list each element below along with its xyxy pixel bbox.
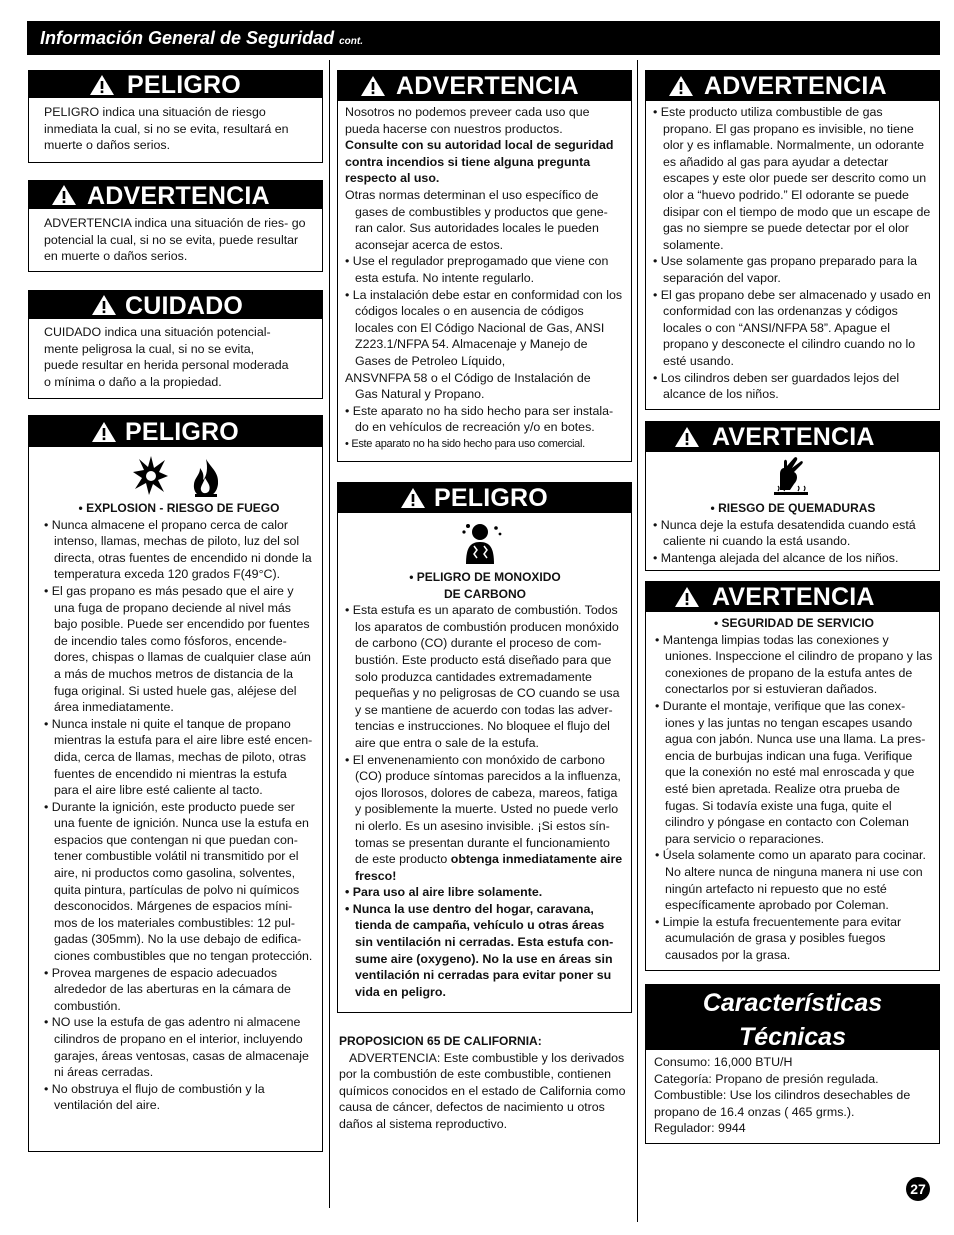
page-number: 27	[906, 1177, 930, 1201]
peligro-definition-box	[28, 70, 323, 163]
carbon-monoxide-icon	[460, 520, 504, 564]
spec-line: Consumo: 16,000 BTU/H	[654, 1055, 793, 1069]
warning-triangle-icon	[360, 75, 386, 97]
bullet-item: • Provea margenes de espacio adecuados alrededor de las aberturas en la cámara de combustión.	[44, 965, 314, 1015]
warning-triangle-icon	[674, 426, 700, 448]
advertencia-title: ADVERTENCIA	[87, 182, 270, 210]
bullet-text: El envenenamiento con monóxido de carbono (CO) produce síntomas parecidos a la influenza, ojos llorosos, dolores de cabeza, mareos, fatiga y posiblemente la muerte. Usted no puede verlo ni olerlo. Es un asesino invisible. ¡Si estos sín- tomas se presentan durante el funcionamiento de este producto	[352, 752, 621, 867]
bullet-item: • NO use la estufa de gas adentro ni almacene cilindros de propano en el interior, incluyendo garajes, áreas ventosas, casas de almacenaje ni áreas cerradas.	[44, 1014, 314, 1080]
avertencia-title: AVERTENCIA	[712, 583, 875, 611]
cuidado-definition-text	[44, 324, 314, 390]
quemaduras-heading: • RIESGO DE QUEMADURAS	[710, 501, 876, 515]
bullet-item: • Mantenga alejada del alcance de los niños.	[653, 550, 933, 567]
bullet-item: • Esta estufa es un aparato de combustión. Todos los aparatos de combustión producen monóxido de carbono (CO) durante el proceso de com- bustión. Este producto está diseñado para que solo produzca cantidades extremadamente pequeñas y no peligrosas de CO cuando se usa y se mantiene de acuerdo con todas las adver- tencias e instrucciones. No bloquee el flujo del aire que entra o sale de la estufa.	[345, 602, 625, 751]
advertencia-title: ADVERTENCIA	[396, 72, 579, 100]
burn-hand-icon	[772, 454, 810, 498]
bullet-item: • Este aparato no ha sido hecho para uso comercial.	[345, 436, 625, 453]
bullet-item: • Los cilindros deben ser guardados lejos del alcance de los niños.	[653, 370, 933, 403]
bullet-item: • Nunca la use dentro del hogar, caravana, tienda de campaña, vehículo u otras áreas sin ventilación ni cerradas. Esta estufa con- sume aire (oxygeno). No la use en áreas sin ventilación ni cerradas para evitar poner su vida en peligro.	[345, 901, 625, 1001]
tech-title-line: Características	[702, 989, 883, 1017]
peligro-explosion-box	[28, 415, 323, 1152]
tech-specs-title	[646, 985, 939, 1050]
avertencia-quemaduras-box	[645, 421, 940, 571]
cont-label: cont.	[339, 36, 363, 47]
bullet-item: • Nunca instale ni quite el tanque de propano mientras la estufa para el aire libre esté encen- dida, cerca de llamas, mechas de piloto, otras fuentes de encendido ni mientras la estufa para el aire libre esté caliente al tacto.	[44, 716, 314, 799]
warning-triangle-icon	[400, 487, 426, 509]
column-divider	[329, 60, 330, 1208]
bullet-item: • Nunca almacene el propano cerca de calor intenso, llamas, mechas de piloto, luz del sol directa, otras fuentes de encendido ni donde la temperatura exceda 120 grados F(49°C).	[44, 517, 314, 583]
prop65-text: ADVERTENCIA: Este combustible y los derivados por la combustión de este combustible, contienen químicos conocidos en el estado de California como causa de cáncer, defectos de nacimiento u otros daños al sistema reproductivo.	[339, 1050, 626, 1131]
text-line: mente peligrosa la cual, si no se evita,	[44, 341, 255, 356]
advertencia-propano-box	[645, 70, 940, 410]
advertencia-general-box	[337, 70, 632, 462]
bullet-item: • Úsela solamente como un aparato para cocinar. No altere nunca de ninguna manera ni use con ningún artefacto ni repuesto que no esté específicamente aprobado por Coleman.	[655, 847, 933, 913]
peligro-title: PELIGRO	[125, 418, 239, 446]
bullet-item: • Durante la ignición, este producto puede ser una fuente de ignición. Nunca use la estufa en espacios que contengan ni que puedan con- tener combustible volátil ni transmitido por el aire, ni productos como gasolina, solventes, quita pintura, partículas de polvo ni químicos desconocidos. Márgenes de espacios míni- mos de los materiales combustibles: 12 pul- gadas (305mm). No la use debajo de edifica- ciones combustibles que no tengan protección.	[44, 799, 314, 965]
warning-triangle-icon	[668, 75, 694, 97]
bullet-item: • Este aparato no ha sido hecho para ser instala- do en vehículos de recreación y/o en botes.	[345, 403, 625, 436]
bullet-item	[345, 752, 625, 885]
bullet-item: • Nunca deje la estufa desatendida cuando está caliente ni cuando la está usando.	[653, 517, 933, 550]
bullet-item: • Use solamente gas propano preparado para la separación del vapor.	[653, 253, 933, 286]
spec-line: propano de 16.4 onzas ( 465 grms.).	[654, 1104, 855, 1119]
paragraph-text: gases de combustibles y productos que gene- ran calor. Sus autoridades locales le pueden aconsejar acerca de estos.	[355, 204, 608, 252]
explosion-heading: • EXPLOSION - RIESGO DE FUEGO	[78, 501, 280, 515]
text-line: CUIDADO indica una situación potencial-	[44, 325, 271, 339]
paragraph-text: ANSVNFPA 58 o el Código de Instalación de	[345, 370, 591, 385]
fire-icon	[191, 458, 221, 498]
cuidado-definition-box	[28, 290, 323, 399]
spec-line: Combustible: Use los cilindros desechables de	[654, 1088, 911, 1103]
bullet-item: • Use el regulador preprogamado que viene con esta estufa. No intente regularlo.	[345, 253, 625, 286]
peligro-title: PELIGRO	[434, 484, 548, 512]
warning-triangle-icon	[674, 586, 700, 608]
paragraph-text: Otras normas determinan el uso específico de	[345, 187, 599, 202]
prop65-title: PROPOSICION 65 DE CALIFORNIA:	[339, 1034, 542, 1048]
bullet-item: • Para uso al aire libre solamente.	[345, 884, 625, 901]
warning-triangle-icon	[91, 421, 117, 443]
section-header-bar	[27, 21, 940, 55]
bold-instruction: Consulte con su autoridad local de seguridad contra incendios si tiene alguna pregunta respecto al uso.	[345, 138, 614, 186]
avertencia-title: AVERTENCIA	[712, 423, 875, 451]
bullet-item: • No obstruya el flujo de combustión y la ventilación del aire.	[44, 1081, 314, 1114]
advertencia-definition-box	[28, 180, 323, 272]
peligro-definition-text: PELIGRO indica una situación de riesgo inmediata la cual, si no se evita, resultará en muerte o daños serios.	[44, 105, 289, 153]
servicio-heading: • SEGURIDAD DE SERVICIO	[713, 616, 874, 630]
bold-text: obtenga inmediatamente aire fresco!	[355, 852, 623, 883]
monoxido-heading: DE CARBONO	[443, 586, 526, 601]
text-line: o mínima o daño a la propiedad.	[44, 374, 222, 389]
warning-triangle-icon	[91, 294, 117, 316]
intro-text: Nosotros no podemos preveer cada uso que pueda hacerse con nuestros productos.	[345, 105, 590, 136]
bullet-item: • Este producto utiliza combustible de gas propano. El gas propano es invisible, no tiene olor y es inflamable. Normalmente, un odorante es añadido al gas para ayudar a detectar escapes y este olor puede ser descrito como un olor a “huevo podrido.” El odorante se puede disipar con el tiempo de modo que un escape de gas no siempre se puede detectar por el olor solamente.	[653, 104, 933, 253]
warning-triangle-icon	[51, 184, 77, 206]
advertencia-definition-text: ADVERTENCIA indica una situación de ries- go potencial la cual, si no se evita, puede resultar en muerte o daños serios.	[44, 216, 306, 264]
text-line: puede resultar en herida personal moderada	[44, 358, 289, 373]
explosion-icon	[133, 454, 169, 496]
proposition-65-section	[339, 1033, 634, 1133]
advertencia-title: ADVERTENCIA	[704, 72, 887, 100]
section-title: Información General de Seguridad cont.	[40, 28, 363, 48]
bullet-item: • El gas propano es más pesado que el aire y una fuga de propano deciende al nivel más bajo posible. Puede ser encendido por fuentes de incendio tales como fósforos, encende- dores, chispas o llamas de cualquier clase aún a más de muchos metros de distancia de la fuga original. Si usted huele gas, aléjese del área inmediatamente.	[44, 583, 314, 716]
spec-line: Regulador: 9944	[654, 1121, 746, 1136]
spec-line: Categoría: Propano de presión regulada.	[654, 1071, 879, 1086]
column-divider	[637, 60, 638, 1222]
monoxido-heading: • PELIGRO DE MONOXIDO	[409, 570, 561, 584]
bullet-item: • La instalación debe estar en conformidad con los códigos locales o en ausencia de códigos locales con El Código Nacional de Gas, ANSI Z223.1/NFPA 54. Almacenaje y Manejo de Gases de Petroleo Líquido,	[345, 287, 625, 370]
tech-title-line: Técnicas	[738, 1023, 846, 1051]
cuidado-title: CUIDADO	[125, 292, 244, 320]
technical-specs-box	[645, 984, 940, 1144]
bullet-item: • Limpie la estufa frecuentemente para evitar acumulación de grasa y posibles fuegos causados por la grasa.	[655, 914, 933, 964]
bullet-item: • Durante el montaje, verifique que las conex- iones y las juntas no tengan escapes usando agua con jabón. Nunca use una llama. La pres- encia de burbujas indican una fuga. Verifique que la conexión no esté mal enroscada y que esté bien apretada. Realize otra prueba de fugas. Si todavía existe una fuga, quite el cilindro y póngase en contacto con Coleman para servicio o reparaciones.	[655, 698, 933, 847]
avertencia-servicio-box	[645, 581, 940, 971]
peligro-title: PELIGRO	[127, 71, 241, 99]
warning-triangle-icon	[89, 74, 115, 96]
paragraph-text: Gas Natural y Propano.	[355, 387, 485, 402]
bullet-item: • Mantenga limpias todas las conexiones y uniones. Inspeccione el cilindro de propano y las conexiones de propano de la estufa antes de conectarlos por si estuvieran dañados.	[655, 632, 933, 698]
bullet-item: • El gas propano debe ser almacenado y usado en conformidad con las ordenanzas y códigos locales o con “ANSI/NFPA 58”. Apague el propano y desconecte el cilindro cuando no lo esté usando.	[653, 287, 933, 370]
peligro-monoxido-box	[337, 482, 632, 1013]
